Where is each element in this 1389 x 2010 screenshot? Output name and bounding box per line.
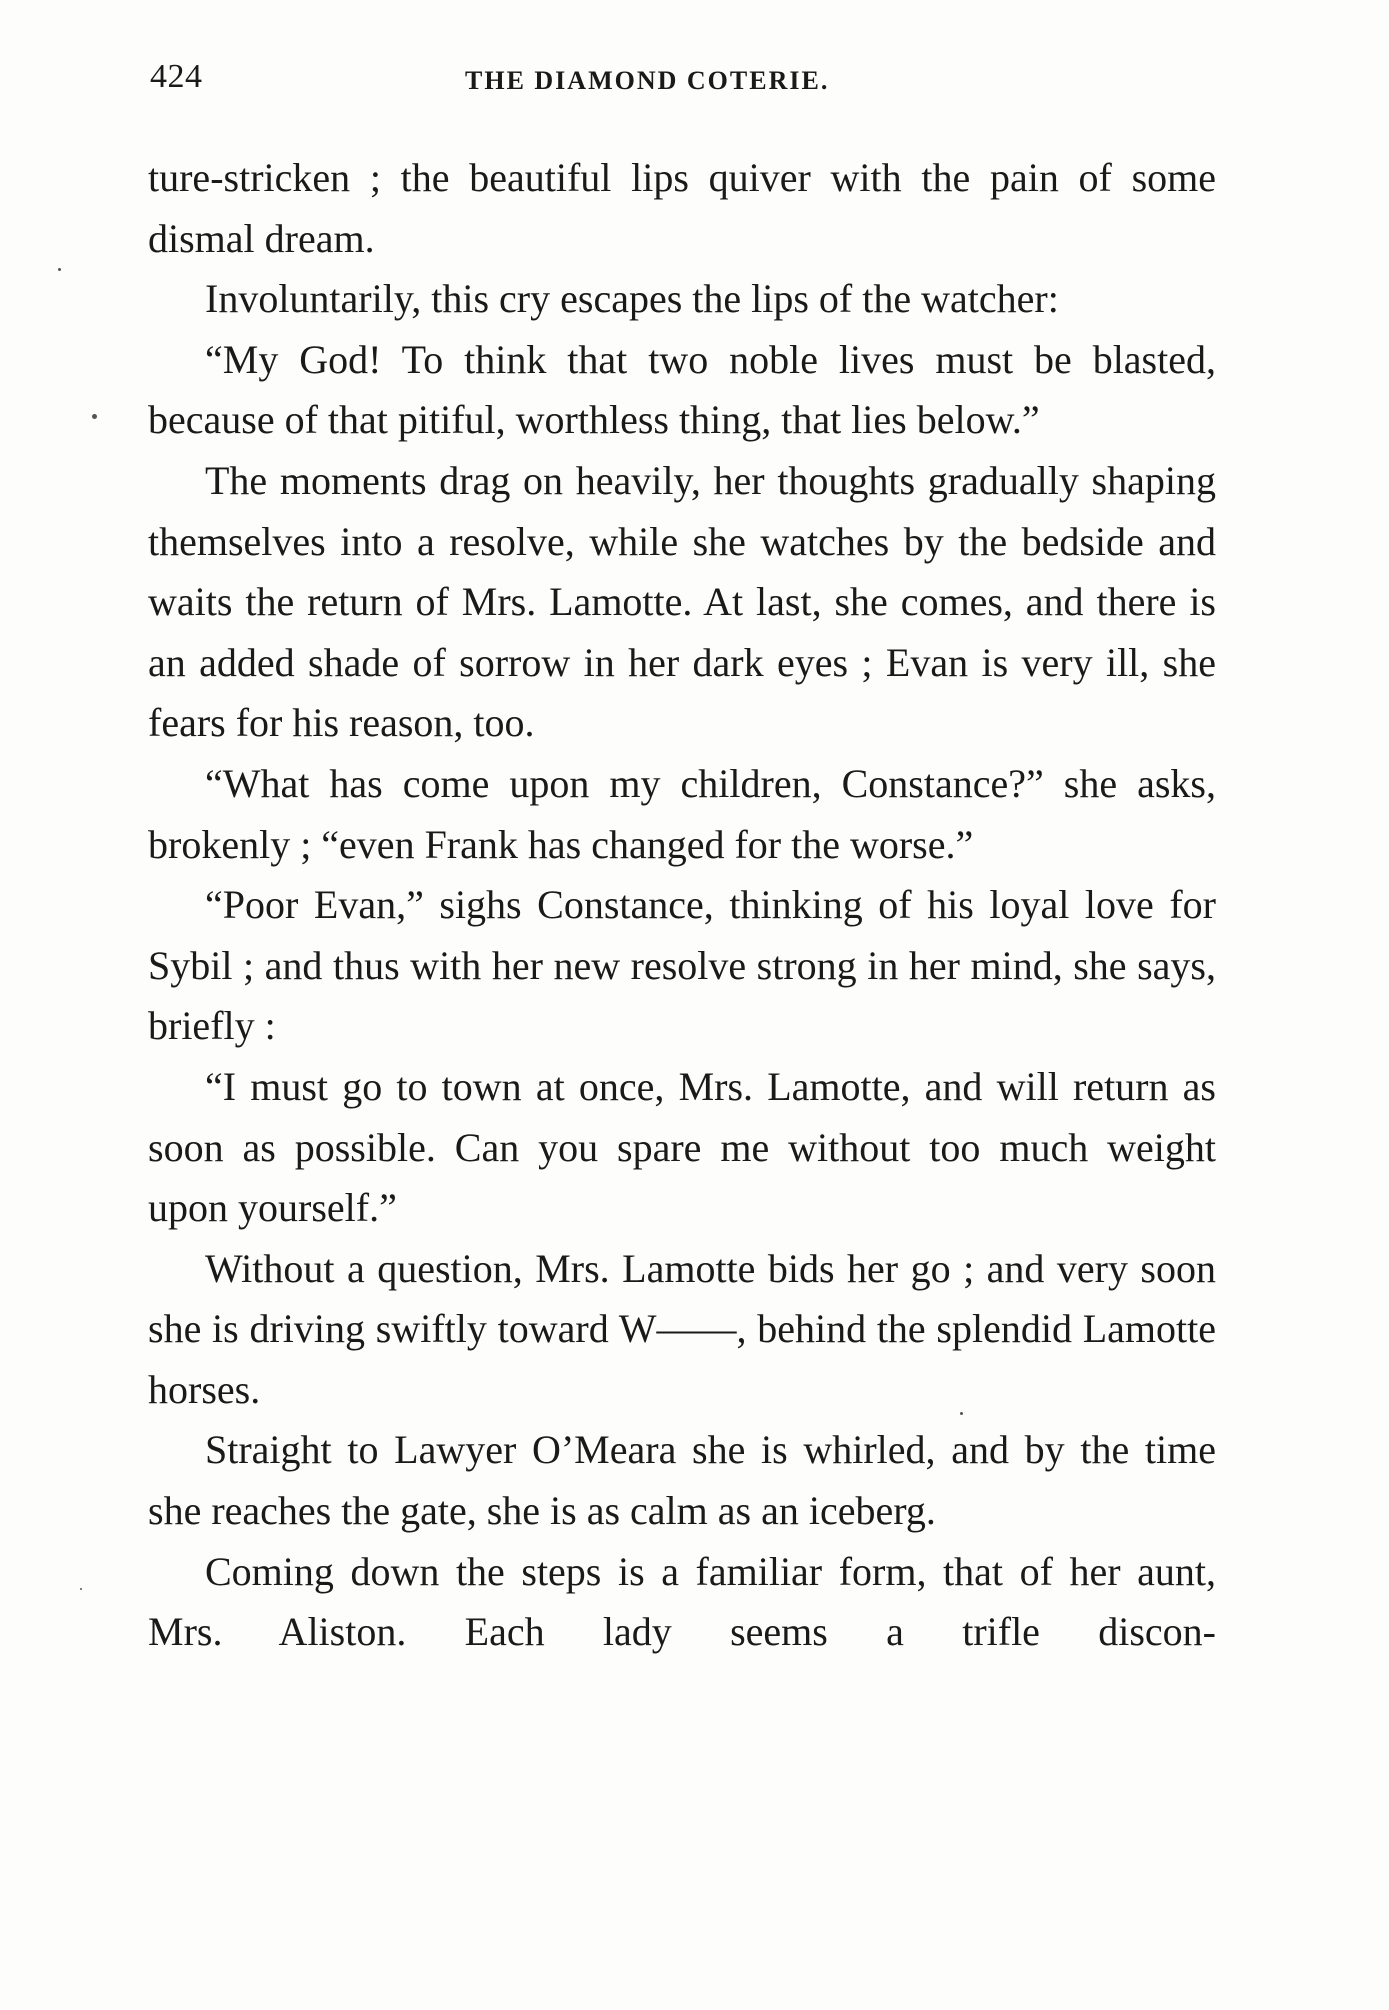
paragraph-continued: ture-stricken ; the beautiful lips quiver with the pain of some dismal dream. — [148, 155, 1216, 261]
page-header — [150, 58, 1220, 108]
paragraph-quote-town: “I must go to town at once, Mrs. Lamotte, and will return as soon as possible. Can you spare me without too much weight upon yourself.” — [148, 1063, 1216, 1231]
paragraph-coming-down: Coming down the steps is a familiar form, that of her aunt, Mrs. Aliston. Each lady seems a trifle discon- — [148, 1548, 1216, 1655]
paper-speck — [80, 1588, 82, 1590]
paragraph-moments: The moments drag on heavily, her thoughts gradually shaping themselves into a resolve, while she watches by the bedside and waits the return of Mrs. Lamotte. At last, she comes, and there is an added shade of sorrow in her dark eyes ; Evan is very ill, she fears for his reason, too. — [148, 457, 1216, 746]
paper-speck — [960, 1412, 963, 1415]
paper-speck — [92, 414, 97, 419]
paragraph-cry: Involuntarily, this cry escapes the lips of the watcher: — [205, 276, 1059, 322]
paragraph-quote-my-god: “My God! To think that two noble lives must be blasted, because of that pitiful, worthless thing, that lies below.” — [148, 336, 1216, 443]
paper-speck — [58, 268, 61, 271]
paragraph-lawyer: Straight to Lawyer O’Meara she is whirled, and by the time she reaches the gate, she is as calm as an iceberg. — [148, 1427, 1216, 1534]
paragraph-poor-evan: “Poor Evan,” sighs Constance, thinking of his loyal love for Sybil ; and thus with her new resolve strong in her mind, she says, briefly : — [148, 882, 1216, 1049]
body-text — [148, 148, 1216, 1663]
paragraph-quote-children: “What has come upon my children, Constance?” she asks, brokenly ; “even Frank has changed for the worse.” — [148, 760, 1216, 867]
paragraph-without-question: Without a question, Mrs. Lamotte bids her go ; and very soon she is driving swiftly toward W——, behind the splendid Lamotte horses. — [148, 1245, 1216, 1412]
page-number: 424 — [150, 58, 203, 95]
running-title: THE DIAMOND COTERIE. — [465, 66, 830, 95]
